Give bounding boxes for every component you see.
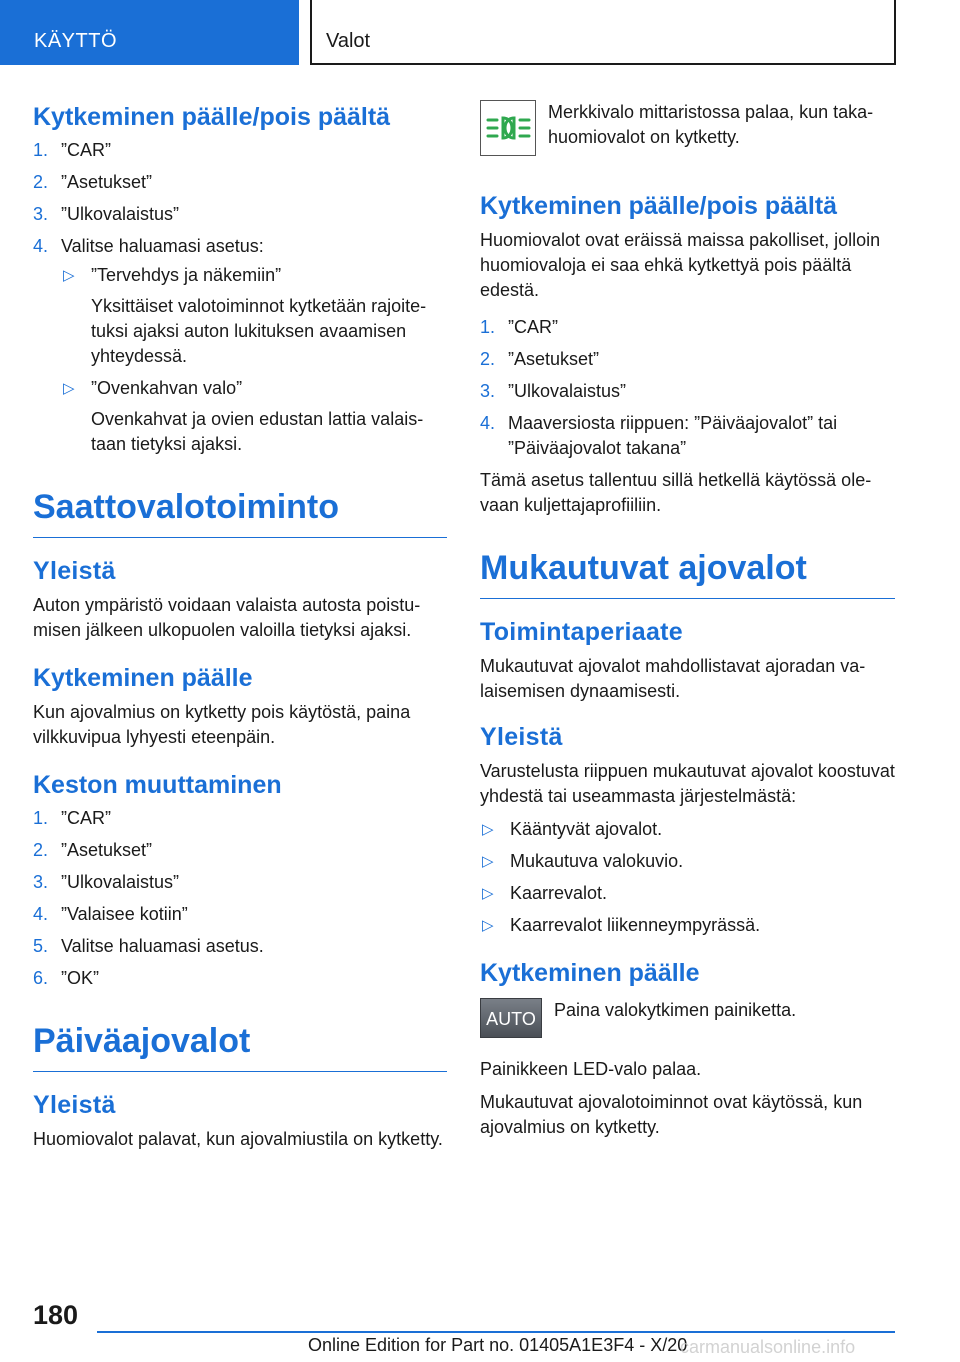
paragraph-switch-on: Kun ajovalmius on kytketty pois käytöstä, paina vilkkuvipua lyhyesti eteenpäin. xyxy=(33,702,411,747)
list-item: ▷ Kaarrevalot liikenneympyrässä. xyxy=(480,913,895,938)
left-column xyxy=(33,100,447,1152)
right-column xyxy=(480,100,895,1140)
list-item: 1. ”CAR” xyxy=(480,317,558,337)
heading-general: Yleistä xyxy=(33,557,116,585)
list-item: 2. ”Asetukset” xyxy=(33,172,153,192)
option-item: ▷ ”Ovenkahvan valo” Ovenkahvat ja ovien edustan lattia valaistaan tietyksi ajaksi. xyxy=(63,378,424,454)
paragraph-general: Varustelusta riippuen mukautuvat ajovalot koostuvat yhdestä tai useammasta järjestelmästä: xyxy=(480,761,895,806)
paragraph-general: Auton ympäristö voidaan valaista autosta poistumisen jälkeen ulkopuolen valoilla tietyksi ajaksi. xyxy=(33,595,421,640)
list-item: 1. ”CAR” xyxy=(33,140,111,160)
heading-general: Yleistä xyxy=(33,1091,116,1119)
heading-escort-light: Saattovalotoiminto xyxy=(33,485,447,538)
heading-change-duration: Keston muuttaminen xyxy=(33,771,282,799)
svg-text:AUTO: AUTO xyxy=(486,1009,536,1029)
chapter-tab xyxy=(310,0,896,65)
list-item: ▷ Mukautuva valokuvio. xyxy=(480,849,895,874)
list-item: 1. ”CAR” xyxy=(33,808,111,828)
heading-switch-on: Kytkeminen päälle xyxy=(33,664,253,692)
chapter-title: Valot xyxy=(326,30,371,52)
auto-button-icon xyxy=(480,998,542,1043)
paragraph-saved: Tämä asetus tallentuu sillä hetkellä käytössä olevaan kuljettajaprofiiliin. xyxy=(480,470,872,515)
heading-daytime-running-lights: Päiväajovalot xyxy=(33,1019,447,1072)
list-item: 6. ”OK” xyxy=(33,968,99,988)
footer-edition: Online Edition for Part no. 01405A1E3F4 - X/20 xyxy=(308,1335,688,1355)
list-item: 3. ”Ulkovalaistus” xyxy=(33,204,180,224)
watermark: carmanualsonline.info xyxy=(680,1337,856,1357)
steps-onoff-list xyxy=(33,138,447,457)
paragraph-indicator: Merkkivalo mittaristossa palaa, kun takahuomiovalot on kytketty. xyxy=(548,102,874,147)
heading-principle: Toimintaperiaate xyxy=(480,618,683,646)
heading-adaptive-headlights: Mukautuvat ajovalot xyxy=(480,546,895,599)
list-item: 4. Valitse haluamasi asetus: ▷ ”Tervehdys ja näkemiin” Yksittäiset valotoiminnot kytketään rajoitetuksi ajaksi auton lukituksen avaamisen yhteydessä. ▷ ”Ovenkahvan valo” Ovenkahvat ja ovien edustan lattia valaistaan tietyksi ajaksi. xyxy=(33,234,447,457)
heading-general: Yleistä xyxy=(480,723,563,751)
steps-duration-list xyxy=(33,806,447,991)
paragraph-press-button: Paina valokytkimen painiketta. xyxy=(554,1000,797,1020)
triangle-bullet-icon: ▷ xyxy=(482,821,494,838)
section-title: KÄYTTÖ xyxy=(34,30,118,52)
list-item: 2. ”Asetukset” xyxy=(33,840,153,860)
auto-button-note xyxy=(480,998,895,1043)
list-item: 3. ”Ulkovalaistus” xyxy=(480,381,627,401)
heading-onoff: Kytkeminen päälle/pois päältä xyxy=(480,192,838,220)
triangle-bullet-icon: ▷ xyxy=(63,380,75,397)
triangle-bullet-icon: ▷ xyxy=(482,853,494,870)
list-item: ▷ Kääntyvät ajovalot. xyxy=(480,817,895,842)
triangle-bullet-icon: ▷ xyxy=(482,917,494,934)
paragraph-active: Mukautuvat ajovalotoiminnot ovat käytössä, kun ajovalmius on kytketty. xyxy=(480,1092,863,1137)
heading-onoff: Kytkeminen päälle/pois päältä xyxy=(33,103,391,131)
list-item: 3. ”Ulkovalaistus” xyxy=(33,872,180,892)
steps-drl-list xyxy=(480,315,895,461)
rear-position-light-indicator-icon xyxy=(480,100,536,161)
page-number: 180 xyxy=(33,1300,79,1330)
indicator-note xyxy=(480,100,895,161)
options-list xyxy=(61,263,447,457)
list-item: 4. Maaversiosta riippuen: ”Päiväajovalot” tai ”Päiväajovalot takana” xyxy=(480,413,838,458)
option-item: ▷ ”Tervehdys ja näkemiin” Yksittäiset valotoiminnot kytketään rajoitetuksi ajaksi auton lukituksen avaamisen yhteydessä. xyxy=(63,265,427,366)
systems-list xyxy=(480,817,895,938)
footer-divider xyxy=(97,1331,895,1333)
list-item: 4. ”Valaisee kotiin” xyxy=(33,904,188,924)
triangle-bullet-icon: ▷ xyxy=(63,267,75,284)
paragraph-drl-general: Huomiovalot palavat, kun ajovalmiustila on kytketty. xyxy=(33,1129,443,1149)
list-item: 2. ”Asetukset” xyxy=(480,349,600,369)
paragraph-onoff: Huomiovalot ovat eräissä maissa pakolliset, jolloin huomiovaloja ei saa ehkä kytkettyä pois päältä edestä. xyxy=(480,230,881,300)
list-item: 5. Valitse haluamasi asetus. xyxy=(33,936,264,956)
heading-switch-on: Kytkeminen päälle xyxy=(480,959,700,987)
paragraph-principle: Mukautuvat ajovalot mahdollistavat ajoradan valaisemisen dynaamisesti. xyxy=(480,656,866,701)
triangle-bullet-icon: ▷ xyxy=(482,885,494,902)
section-tab xyxy=(0,0,299,65)
paragraph-led: Painikkeen LED-valo palaa. xyxy=(480,1059,702,1079)
list-item: ▷ Kaarrevalot. xyxy=(480,881,895,906)
